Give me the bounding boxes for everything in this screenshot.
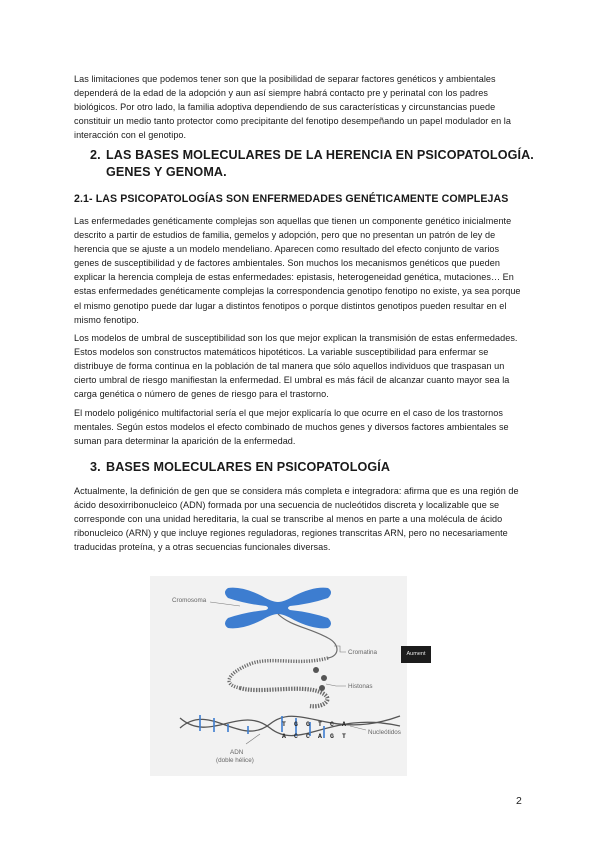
section-2-title-line2: GENES Y GENOMA. [106, 165, 227, 179]
paragraph-polygenic-model: El modelo poligénico multifactorial sería el que mejor explicaría lo que ocurre en el caso de los trastornos mentales. Según estos modelos el efecto combinado de muchos genes y diversos factores ambientales se suman para determinar la aparición de la enfermedad. [74, 408, 509, 447]
paragraph-threshold-models: Los modelos de umbral de susceptibilidad son los que mejor explican la transmisión de estas enfermedades. Estos modelos son constructos matemáticos hipotéticos. La variable susceptibilidad para enfermar se distribuye de forma continua en la población de tal manera que sólo aquellos individuos que traspasan un cierto umbral de riesgo manifiestan la enfermedad. El umbral es más fácil de alcanzar cuanto mayor sea la carga genética o número de genes de riesgo para el trastorno. [74, 333, 518, 400]
section-3-number: 3. [90, 460, 101, 474]
base-bottom-3: C [306, 733, 310, 740]
base-bottom-6: T [342, 733, 346, 740]
section-2-number: 2. [90, 148, 101, 162]
section-3-title: BASES MOLECULARES EN PSICOPATOLOGÍA [106, 460, 391, 474]
label-doble-helice: (doble hélice) [216, 757, 254, 764]
base-top-6: A [342, 721, 346, 728]
paragraph-complex-diseases: Las enfermedades genéticamente complejas son aquellas que tienen un componente genético inicialmente descrito a partir de estudios de familia, gemelos y adopción, pero que no presentan un patrón de ley de herencia que se ajuste a un modelo mendeliano. Aparecen como resultado del efecto conjunto de varios genes de susceptibilidad y de factores ambientales. Son muchos los mecanismos genéticos que pueden explicar la herencia compleja de estas enfermedades: epistasis, heterogeneidad genética, mutaciones… En estas enfermedades genéticamente complejas la correspondencia genotipo fenotipo no existe, ya sea porque el mismo genotipo puede dar lugar a distintos fenotipos o porque distintos genotipos pueden resultar en el mismo fenotipo. [74, 216, 521, 325]
paragraph-gene-definition: Actualmente, la definición de gen que se considera más completa e integradora: afirma que es una región de ácido desoxirribonucleico (ADN) formada por una secuencia de nucleótidos discreta y localizable que se corresponde con una unidad hereditaria, la cual se transcribe al menos en parte a una molécula de ácido ribonucleico (ARN) y que incluye regiones reguladoras, regiones transcritas ARN, pero no necesariamente traducidas proteína, y a otras secuencias funcionales diversas. [74, 486, 519, 553]
base-bottom-2: C [294, 733, 298, 740]
page-number: 2 [516, 795, 522, 807]
label-nucleotidos: Nucleótidos [368, 729, 401, 736]
dna-diagram [150, 576, 407, 776]
section-2-title-line1: LAS BASES MOLECULARES DE LA HERENCIA EN PSICOPATOLOGÍA. [106, 148, 534, 162]
base-top-5: C [330, 721, 334, 728]
base-top-1: T [282, 721, 286, 728]
label-adn: ADN [230, 749, 244, 756]
base-top-2: G [294, 721, 298, 728]
base-bottom-5: G [330, 733, 334, 740]
base-bottom-4: A [318, 733, 322, 740]
label-cromatina: Cromatina [348, 649, 378, 656]
figure-side-tag: Aument [401, 646, 431, 663]
section-3-heading [90, 459, 390, 476]
label-cromosoma: Cromosoma [172, 597, 207, 604]
label-histonas: Histonas [348, 683, 373, 690]
dna-chromosome-figure [150, 576, 407, 776]
base-bottom-1: A [282, 733, 286, 740]
base-top-4: T [318, 721, 322, 728]
subsection-2-1-heading: 2.1- LAS PSICOPATOLOGÍAS SON ENFERMEDADES GENÉTICAMENTE COMPLEJAS [74, 193, 509, 205]
base-top-3: G [306, 721, 310, 728]
section-2-heading [90, 147, 534, 181]
intro-paragraph: Las limitaciones que podemos tener son que la posibilidad de separar factores genéticos y ambientales dependerá de la edad de la adopción y aun así siempre habrá contacto pre y perinatal con los padres biológicos. Por otro lado, la familia adoptiva dependiendo de sus características y circunstancias puede constituir un medio tanto protector como precipitante del fenotipo desempeñando un papel modulador en la interacción con el genotipo. [74, 74, 511, 141]
